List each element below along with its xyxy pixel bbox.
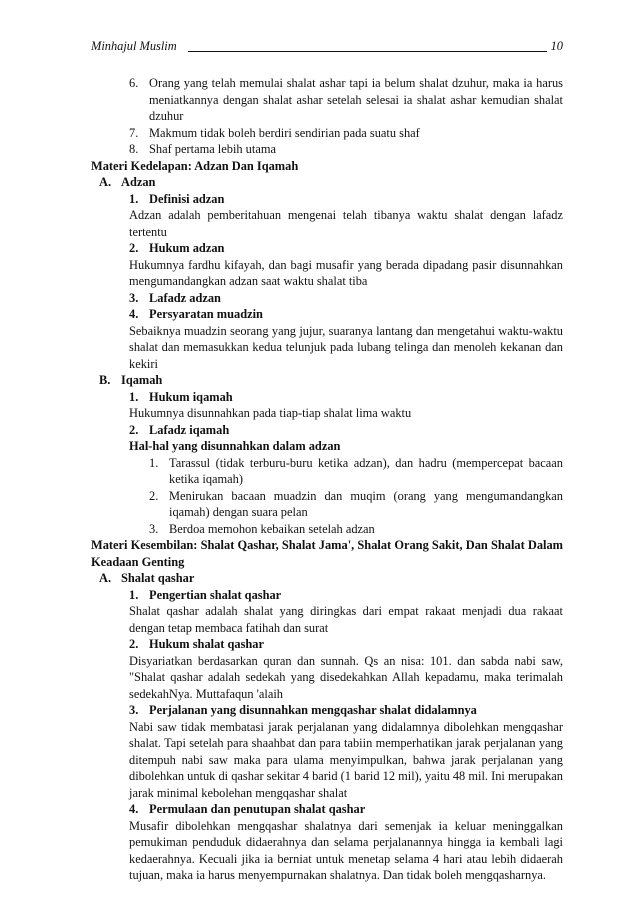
page-header — [91, 38, 563, 56]
item-heading: 4. Persyaratan muadzin — [129, 307, 263, 321]
paragraph: Adzan adalah pemberitahuan mengenai telah tibanya waktu shalat dengan lafadz tertentu — [129, 208, 563, 239]
subsection-heading: A. Shalat qashar — [99, 571, 195, 585]
item-heading: 1. Pengertian shalat qashar — [129, 587, 282, 602]
list-item: 2. Menirukan bacaan muadzin dan muqim (orang yang mengumandangkan iqamah) dengan suara pelan — [149, 488, 563, 519]
item-heading: 2. Lafadz iqamah — [129, 422, 230, 437]
page-number: 10 — [550, 39, 563, 53]
paragraph: Musafir dibolehkan mengqashar shalatnya dari semenjak ia keluar meninggalkan pemukiman penduduk didaerahnya dan selama perjalanannya hingga ia kembali lagi kedaerahnya. Kecuali jika ia berniat untuk menetap selama 4 hari atau lebih didaerah tujuan, maka ia harus menyempurnakan shalatnya. Dan tidak boleh mengqasharnya. — [129, 818, 563, 882]
paragraph: Hukumnya fardhu kifayah, dan bagi musafir yang berada dipadang pasir disunnahkan mengumandangkan adzan saat waktu shalat tiba — [129, 257, 563, 288]
paragraph: Hukumnya disunnahkan pada tiap-tiap shalat lima waktu — [129, 406, 412, 420]
list-item: 8. Shaf pertama lebih utama — [129, 142, 276, 156]
running-title: Minhajul Muslim — [91, 39, 177, 53]
subsection-heading: B. Iqamah — [99, 373, 163, 387]
subsection-heading: A. Adzan — [99, 175, 156, 189]
paragraph: Nabi saw tidak membatasi jarak perjalanan yang didalamnya dibolehkan mengqashar shalat. Tapi setelah para shaahbat dan para tabiin memperhatikan jarak perjalanan yang ditempuh nabi saw maka para ulama menyimpulkan, bahwa jarak perjalanan yang dibolehkan untuk di qashar sekitar 4 barid (1 barid 12 mil), yaitu 48 mil. Ini merupakan jarak minimal kebolehan mengqashar shalat — [129, 719, 563, 800]
paragraph: Shalat qashar adalah shalat yang diringkas dari empat rakaat menjadi dua rakaat dengan tetap membaca fatihah dan surat — [129, 604, 563, 635]
item-heading: 1. Definisi adzan — [129, 191, 225, 206]
item-heading: 1. Hukum iqamah — [129, 389, 233, 404]
paragraph: Disyariatkan berdasarkan quran dan sunnah. Qs an nisa: 101. dan sabda nabi saw, "Shalat qashar adalah sedekah yang disedekahkan Allah kepadamu, maka terimalah sedekahNya. Muttafaqun 'alaih — [129, 653, 563, 701]
item-heading: 3. Lafadz adzan — [129, 290, 221, 305]
list-item: 1. Tarassul (tidak terburu-buru ketika adzan), dan hadru (mempercepat bacaan ketika iqamah) — [149, 455, 563, 486]
list-item: 3. Berdoa memohon kebaikan setelah adzan — [149, 521, 375, 536]
sub-heading: Hal-hal yang disunnahkan dalam adzan — [129, 439, 341, 453]
page-body — [91, 75, 563, 884]
header-rule — [188, 51, 547, 52]
paragraph: Sebaiknya muadzin seorang yang jujur, suaranya lantang dan mengetahui waktu-waktu shalat dan memasukkan kedua telunjuk pada lubang telinga dan menoleh kekanan dan kekiri — [129, 323, 563, 371]
item-heading: 3. Perjalanan yang disunnahkan mengqashar shalat didalamnya — [129, 703, 477, 717]
item-heading: 4. Permulaan dan penutupan shalat qashar — [129, 802, 366, 816]
item-heading: 2. Hukum adzan — [129, 241, 225, 255]
section-heading: Materi Kesembilan: Shalat Qashar, Shalat Jama', Shalat Orang Sakit, Dan Shalat Dalam Keadaan Genting — [91, 538, 563, 569]
list-item: 6. Orang yang telah memulai shalat ashar tapi ia belum shalat dzuhur, maka ia harus meniatkannya dengan shalat ashar setelah selesai ia shalat ashar kemudian shalat dzuhur — [129, 76, 563, 123]
section-heading: Materi Kedelapan: Adzan Dan Iqamah — [91, 158, 299, 173]
list-item: 7. Makmum tidak boleh berdiri sendirian pada suatu shaf — [129, 125, 420, 140]
item-heading: 2. Hukum shalat qashar — [129, 637, 264, 651]
